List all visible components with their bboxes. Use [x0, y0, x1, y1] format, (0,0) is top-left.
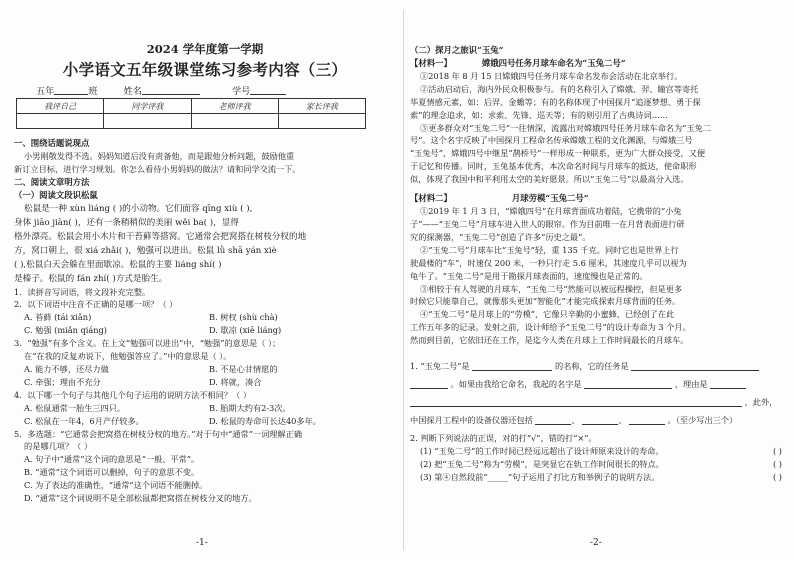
id-blank[interactable]	[250, 84, 286, 95]
q1-blank-1[interactable]	[472, 361, 552, 371]
material1-line: 号”。这个名字反映了中国探月工程命名传承嫦娥工程的文化渊源，与嫦娥三号	[410, 135, 693, 146]
question-5: 5．多选题：“它通常会把窝搭在树枝分杈的地方。”对于句中“通常”一词理解正确	[14, 428, 303, 439]
material1-line: “玉兔号”，嫦娥四号中继星“鹊桥号”一样形成一种联系，更为广大群众接受，又便	[410, 148, 706, 159]
option-a[interactable]: A. 苔藓 (tái xiǎn)	[24, 312, 92, 323]
q1-reason-label: ，理由是	[674, 379, 708, 390]
judge-item	[410, 445, 782, 458]
question-4-options	[14, 415, 396, 428]
eval-header-self: 我评自己	[17, 99, 104, 114]
q1-line2	[410, 375, 782, 393]
option-a[interactable]: A. 能力不够，还尽力做	[24, 363, 109, 374]
class-label: 班	[88, 85, 98, 97]
eval-cell-parent[interactable]	[278, 114, 365, 129]
q1-line1	[410, 357, 782, 375]
grade-blank[interactable]	[54, 84, 88, 95]
q1-besides: ，此外，	[744, 397, 778, 408]
question-4: 4．以下哪一个句子与其他几个句子运用的说明方法不相同？（ ）	[14, 389, 252, 400]
material2-line: 龟牛了。“玉兔二号”是用于勘探月球表面的，速度慢也是正常的。	[410, 270, 648, 281]
judge-item-1: (1) “玉兔二号”的工作时间已经远远超出了设计师原来设计的寿命。	[420, 445, 664, 456]
eval-cell-peer[interactable]	[104, 114, 191, 129]
name-blank[interactable]	[142, 84, 200, 95]
question-2: 2．以下词语中注音不正确的是哪一项？（ ）	[14, 299, 178, 310]
q1-equip-blank-2[interactable]	[582, 415, 618, 425]
q1-equipment: 中国探月工程中的设备仪器还包括	[410, 415, 533, 426]
grade-label: 五年	[36, 85, 55, 97]
material1-line: ①2018 年 8 月 15 日嫦娥四号任务月球车命名发布会活动在北京举行。	[420, 70, 683, 81]
option-b[interactable]: B. 树杈 (shù chà)	[209, 312, 278, 323]
question-3-options	[14, 376, 396, 389]
material1-header	[410, 57, 782, 70]
material2-line: 究的探测器，“玉兔二号”创造了许多“历史之最”。	[410, 231, 591, 242]
student-info-row	[14, 81, 396, 98]
material1-line: 索”的理念追求，如：求索、先锋、巡天等；有的则引用了古典诗词……	[410, 109, 668, 120]
material2-line: 时候它只能靠自己，就像那头更加“智能化”才能完成探索月球背面的任务。	[410, 296, 681, 307]
passage-line: 身体 jiāo jiàn( )，还有一条稍稍似的美丽 wěi ba( )，显得	[14, 217, 239, 228]
option-c[interactable]: C. 牵强；理由不充分	[24, 376, 101, 387]
q1-blank-3[interactable]	[410, 379, 448, 389]
material1-title: 嫦娥四号任务月球车命名为“玉兔二号”	[481, 57, 626, 68]
question-2-judge: 2. 判断下列说法的正误，对的打“√”，错的打“×”。	[410, 433, 597, 444]
option-b[interactable]: B. 胎期大约有2-3次。	[209, 402, 291, 413]
material2-line: 工作五年多的记录。发射之前，设计师给予“玉兔二号”的设计寿命为 3 个月。	[410, 322, 691, 333]
name-label: 姓名	[123, 85, 142, 97]
material2-line: ①2019 年 1 月 3 日，“嫦娥四号”在月球背面成功着陆，它携带的“小兔	[420, 206, 682, 217]
q1-prefix: 1. “玉兔二号”是	[410, 361, 470, 372]
q1-name-blank[interactable]	[584, 379, 672, 389]
material1-label: 【材料一】	[410, 57, 452, 68]
section-title: （二）探月之旅识“玉兔”	[410, 45, 504, 55]
material1-line: 于记忆和传播。同时，玉兔基本优秀，本次命名时间与月球车的抵达，使命职形	[410, 161, 697, 172]
q1-reason-blank[interactable]	[710, 379, 746, 389]
passage-line: 格外漂亮。松鼠会用小木片和干苔藓等搭窝。它通常会把窝搭在树枝分杈的地	[14, 231, 307, 242]
eval-header-teacher: 老师评我	[191, 99, 278, 114]
eval-header-peer: 同学评我	[104, 99, 191, 114]
option-c[interactable]: C. 为了表达的准确性，“通常”这个词语不能删掉。	[24, 480, 208, 491]
option-d[interactable]: D. 将就，凑合	[209, 376, 262, 387]
eval-header-parent: 家长评我	[278, 99, 365, 114]
page-number: -2-	[590, 538, 602, 548]
material1-line: ②活动启动后，海内外民众积极参与。有的名称引入了嫦娥、羿、瞳宫等寄托	[420, 83, 699, 94]
section1-text: 新订立目标，进行学习规划。你怎么看待小男妈妈的做法？请和同学交流一下。	[14, 163, 301, 174]
id-label: 学号	[231, 85, 251, 97]
page-title: 小学语文五年级课堂练习参考内容（三）	[62, 60, 348, 79]
q1-blank-2[interactable]	[631, 361, 759, 371]
question-4-options	[14, 402, 396, 415]
right-page	[410, 0, 782, 561]
judge-answer-1[interactable]: ( )	[773, 445, 782, 456]
option-d[interactable]: D. “通常”这个词说明不是全部松鼠都把窝搭在树枝分叉的地方。	[24, 493, 257, 504]
material2-line: ②“玉兔二号”月球车比“玉兔号”轻，重 135 千克。同时它也是世界上行	[420, 244, 679, 255]
option-d[interactable]: D. 松鼠的寿命可长达40多年。	[209, 415, 321, 426]
material2-line: ③相较于有人驾驶的月球车，“玉兔二号”然能可以被远程操控，但是更多	[420, 283, 683, 294]
option-d[interactable]: D. 歇凉 (xiē liáng)	[209, 325, 282, 336]
material2-header	[410, 192, 782, 205]
eval-cell-self[interactable]	[17, 114, 104, 129]
option-a[interactable]: A. 松鼠通常一胎生三四只。	[24, 402, 126, 413]
passage-line: 松鼠是一种 xùn liáng ( )的小动物。它们面容 qīng xiù ( ),	[24, 203, 253, 214]
question-2-options	[14, 311, 396, 324]
passage-line: 方，窝口朝上，很 xiá zhǎi( )，勉强可以进出。松鼠 lǜ shā yán xiè	[14, 245, 277, 256]
option-b[interactable]: B. 不是心甘情愿的	[209, 363, 278, 374]
page-fold-divider	[403, 10, 404, 550]
judge-answer-3[interactable]: ( )	[773, 471, 782, 482]
section2-subtitle: （一）阅读文段识松鼠	[14, 189, 98, 200]
option-b[interactable]: B. “通常”这个词语可以删掉，句子的意思不变。	[24, 467, 200, 478]
eval-cell-teacher[interactable]	[191, 114, 278, 129]
q1-reason-blank-2[interactable]	[410, 397, 742, 407]
option-a[interactable]: A. 句子中“通常”这个词的意思是“一般、平常”。	[24, 454, 200, 465]
judge-answer-2[interactable]: ( )	[773, 458, 782, 469]
question-3-cont: 在“在我的反复劝说下，他勉强答应了。”中的意思是（ ）。	[24, 351, 232, 362]
judge-item-2: (2) 把“玉兔二号”称为“劳模”，是突显它在轨工作时间很长的特点。	[420, 458, 664, 469]
material2-line: 然而到目前，它依旧还在工作，是迄今人类在月球上工作时间最长的月球车。	[410, 335, 689, 346]
judge-item	[410, 458, 782, 471]
judge-item-3: (3) 第④自然段前“_____”句子运用了打比方和举例子的说明方法。	[420, 471, 660, 482]
page-number: -1-	[196, 538, 208, 548]
q1-mid: 的名称，它的任务是	[554, 361, 629, 372]
material1-line: ③更多群众对“玉兔二号”一往情深，流露出对嫦娥四号任务月球车命名为“玉兔二	[420, 122, 711, 133]
option-c[interactable]: C. 松鼠在一年4，6月产仔较多。	[24, 415, 144, 426]
q1-text: 。如果由我给它命名，我起的名字是	[450, 379, 582, 390]
judge-item	[410, 471, 782, 484]
section2-title: 二、阅读文章明方法	[14, 176, 90, 187]
question-5-cont: 的是哪几项？（ ）	[24, 441, 93, 452]
question-3: 3．“勉强”有多个含义。在上文“勉强可以进出”中，“勉强”的意思是（ ）；	[14, 338, 281, 349]
q1-note: 。（至少写出三个）	[667, 415, 738, 426]
q1-line3	[410, 393, 782, 411]
material2-title: 月球劳模“玉兔二号”	[511, 193, 589, 204]
evaluation-table	[16, 98, 366, 129]
left-page	[14, 0, 396, 561]
section1-text: 小男刚敬发得不选。妈妈知道后没有责备他，而是跟他分析问题，鼓励他重	[24, 150, 295, 161]
material1-line: 似，体现了我国中和平利用太空的美好愿景。所以“玉兔二号”以最高分入选。	[410, 174, 689, 185]
material2-line: ④“玉兔二号”是月球上的“劳模”，它像只辛勤的小蜜蜂，已经创了在此	[420, 309, 675, 320]
section1-title: 一、围绕话题说现点	[14, 138, 90, 148]
q1-equip-blank-1[interactable]	[535, 415, 571, 425]
material1-line: 华夏情感元素，如：后羿、金蟾等；有的名称体现了中国探月“追逐梦想、勇于探	[410, 96, 701, 107]
material2-line: 驶最楼的“车”，时速仅 200 米，一秒只行走 5.6 厘米，其速度几乎可以视为	[410, 257, 687, 268]
option-c[interactable]: C. 勉强 (miǎn qiáng)	[24, 325, 107, 336]
question-3-options	[14, 363, 396, 376]
q1-line4: 中国探月工程中的设备仪器还包括 、 、 。（至少写出三个）	[410, 415, 738, 426]
passage-line: 是榛子。松鼠的 fán zhí( )方式是胎生。	[14, 273, 168, 284]
material2-line: 子”——“玉兔二号”月球车进入世人的眼帘。作为目前唯一在月背表面进行研	[410, 218, 685, 229]
q1-equip-blank-3[interactable]	[629, 415, 665, 425]
title-year: 2024 学年度第一学期	[146, 42, 264, 56]
question-1: 1．读拼音写词语，将文段补充完整。	[14, 286, 151, 297]
question-2-options	[14, 324, 396, 337]
material2-label: 【材料二】	[410, 193, 452, 204]
passage-line: ( ),松鼠白天会躲在里面歇凉。松鼠的主要 liáng shí( )	[14, 259, 222, 270]
